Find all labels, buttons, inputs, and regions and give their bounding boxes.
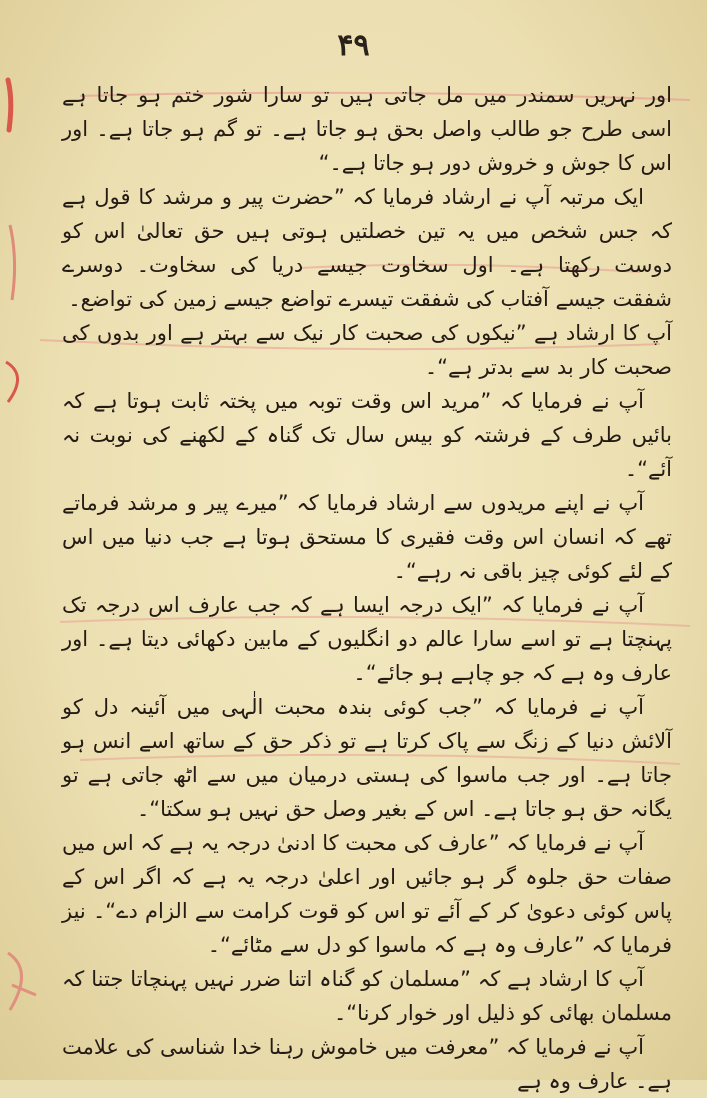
paragraph: آپ نے فرمایا کہ ”معرفت میں خاموش رہنا خدا شناسی کی علامت ہے۔ عارف وہ ہے xyxy=(62,1035,672,1093)
paragraph: آپ نے اپنے مریدوں سے ارشاد فرمایا کہ ”میرے پیر و مرشد فرماتے تھے کہ انسان اس وقت فقیری کا مستحق ہوتا ہے جب دنیا میں اس کے لئے کوئی چیز باقی نہ رہے“۔ xyxy=(62,491,672,583)
body-text xyxy=(62,78,672,1098)
paragraph: آپ نے فرمایا کہ ”مرید اس وقت توبہ میں پختہ ثابت ہوتا ہے کہ بائیں طرف کے فرشتہ کو بیس سال تک گناہ کے لکھنے کی نوبت نہ آئے“۔ xyxy=(62,389,672,481)
paragraph: آپ کا ارشاد ہے کہ ”مسلمان کو گناہ اتنا ضرر نہیں پہنچاتا جتنا کہ مسلمان بھائی کو ذلیل اور خوار کرنا“۔ xyxy=(62,967,672,1025)
paragraph: آپ نے فرمایا کہ ”ایک درجہ ایسا ہے کہ جب عارف اس درجہ تک پہنچتا ہے تو اسے سارا عالم دو انگلیوں کے مابین دکھائی دیتا ہے۔ اور عارف وہ ہے کہ جو چاہے ہو جائے“۔ xyxy=(62,593,672,685)
paragraph: آپ کا ارشاد ہے ”نیکوں کی صحبت کار نیک سے بہتر ہے اور بدوں کی صحبت کار بد سے بدتر ہے“۔ xyxy=(62,321,672,379)
paragraph: آپ نے فرمایا کہ ”جب کوئی بندہ محبت الٰہی میں آئینہ دل کو آلائش دنیا کے زنگ سے پاک کرتا ہے تو ذکر حق کے ساتھ اسے انس ہو جاتا ہے۔ اور جب ماسوا کی ہستی درمیان میں سے اٹھ جاتی ہے تو یگانہ حق ہو جاتا ہے۔ اس کے بغیر وصل حق نہیں ہو سکتا“۔ xyxy=(62,695,672,821)
paragraph: ایک مرتبہ آپ نے ارشاد فرمایا کہ ”حضرت پیر و مرشد کا قول ہے کہ جس شخص میں یہ تین خصلتیں ہوتی ہیں حق تعالیٰ اس کو دوست رکھتا ہے۔ اول سخاوت جیسے دریا کی سخاوت۔ دوسرے شفقت جیسے آفتاب کی شفقت تیسرے تواضع جیسے زمین کی تواضع۔ xyxy=(62,185,672,311)
paragraph: آپ نے فرمایا کہ ”عارف کی محبت کا ادنیٰ درجہ یہ ہے کہ اس میں صفات حق جلوہ گر ہو جائیں اور اعلیٰ درجہ یہ ہے کہ اگر اس کے پاس کوئی دعویٰ کر کے آئے تو اس کو قوت کرامت سے الزام دے“۔ نیز فرمایا کہ ”عارف وہ ہے کہ ماسوا کو دل سے مٹائے“۔ xyxy=(62,831,672,957)
paragraph: اور نہریں سمندر میں مل جاتی ہیں تو سارا شور ختم ہو جاتا ہے اسی طرح جو طالب واصل بحق ہو جاتا ہے۔ تو گم ہو جاتا ہے۔ اور اس کا جوش و خروش دور ہو جاتا ہے۔“ xyxy=(62,83,672,175)
page-number: ۴۹ xyxy=(337,28,370,63)
